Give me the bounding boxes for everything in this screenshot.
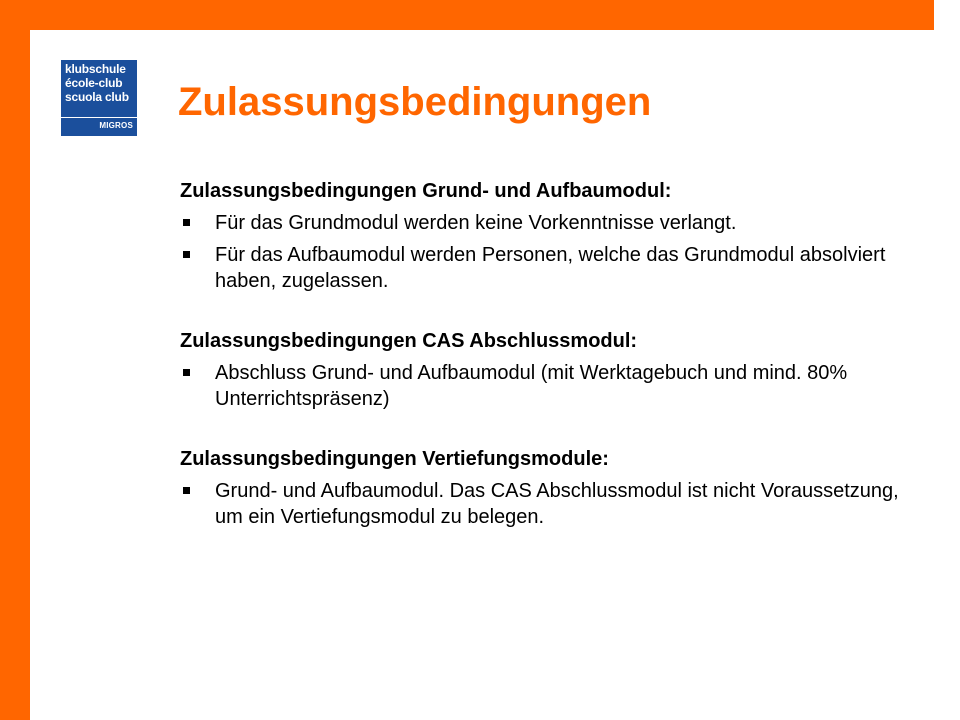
bullet-item <box>180 478 925 530</box>
section-grund-aufbau <box>180 178 925 294</box>
logo-wordmark <box>65 62 129 104</box>
logo-line-2: école-club <box>65 76 123 90</box>
bullet-text: Für das Grundmodul werden keine Vorkenntnisse verlangt. <box>215 212 737 234</box>
bullet-text: Für das Aufbaumodul werden Personen, welche das Grundmodul absolviert haben, zugelassen. <box>215 244 886 292</box>
section-cas-abschluss <box>180 328 925 412</box>
square-bullet-icon <box>183 487 190 494</box>
section-heading: Zulassungsbedingungen Vertiefungsmodule: <box>180 448 609 470</box>
klubschule-logo <box>61 60 137 136</box>
slide-body <box>180 178 925 536</box>
slide-title: Zulassungsbedingungen <box>178 80 652 124</box>
square-bullet-icon <box>183 251 190 258</box>
bullet-text: Grund- und Aufbaumodul. Das CAS Abschlussmodul ist nicht Voraussetzung, um ein Vertiefungsmodul zu belegen. <box>215 480 899 528</box>
logo-divider <box>61 117 137 118</box>
square-bullet-icon <box>183 219 190 226</box>
orange-top-bar <box>0 0 934 30</box>
orange-left-bar <box>0 0 30 720</box>
logo-line-3: scuola club <box>65 90 129 104</box>
section-vertiefung <box>180 446 925 530</box>
bullet-item <box>180 210 925 236</box>
section-heading: Zulassungsbedingungen CAS Abschlussmodul: <box>180 330 638 352</box>
bullet-text: Abschluss Grund- und Aufbaumodul (mit Werktagebuch und mind. 80% Unterrichtspräsenz) <box>215 362 848 410</box>
section-heading: Zulassungsbedingungen Grund- und Aufbaumodul: <box>180 180 672 202</box>
bullet-item <box>180 242 925 294</box>
square-bullet-icon <box>183 369 190 376</box>
logo-brand: MIGROS <box>99 121 133 130</box>
logo-line-1: klubschule <box>65 62 126 76</box>
bullet-item <box>180 360 925 412</box>
